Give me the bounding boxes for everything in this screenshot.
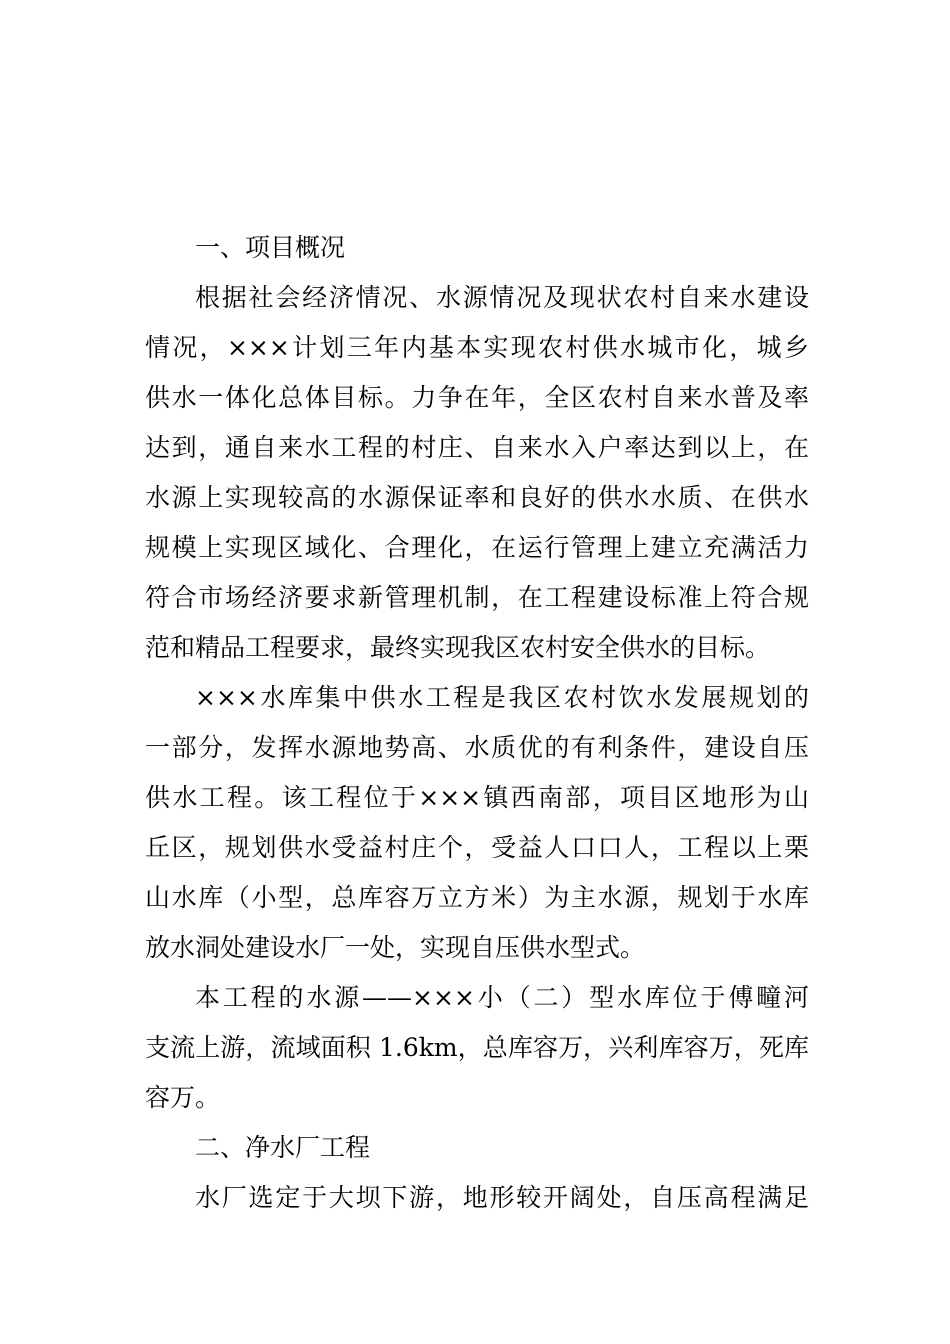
section-heading: 二、净水厂工程 (195, 1133, 371, 1162)
paragraph-line: 放水洞处建设水厂一处，实现自压供水型式。 (145, 933, 646, 962)
paragraph-line: 达到，通自来水工程的村庄、自来水入户率达到以上，在 (145, 433, 809, 462)
paragraph-line: 范和精品工程要求，最终实现我区农村安全供水的目标。 (145, 633, 771, 662)
paragraph-line: 本工程的水源——×××小（二）型水库位于傅疃河 (195, 983, 809, 1012)
paragraph-line: 根据社会经济情况、水源情况及现状农村自来水建设 (195, 283, 809, 312)
paragraph-line: ×××水库集中供水工程是我区农村饮水发展规划的 (195, 683, 809, 712)
paragraph-line: 符合市场经济要求新管理机制，在工程建设标准上符合规 (145, 583, 809, 612)
paragraph-line: 山水库（小型，总库容万立方米）为主水源，规划于水库 (145, 883, 809, 912)
paragraph-line: 规模上实现区域化、合理化，在运行管理上建立充满活力 (145, 533, 809, 562)
paragraph-line: 水源上实现较高的水源保证率和良好的供水水质、在供水 (145, 483, 809, 512)
paragraph-line: 一部分，发挥水源地势高、水质优的有利条件，建设自压 (145, 733, 809, 762)
document-body (145, 223, 809, 1223)
paragraph-line: 水厂选定于大坝下游，地形较开阔处，自压高程满足 (195, 1183, 809, 1212)
paragraph-line: 支流上游，流域面积 1.6km，总库容万，兴利库容万，死库 (145, 1033, 809, 1062)
paragraph-line: 容万。 (145, 1083, 221, 1112)
paragraph-line: 供水一体化总体目标。力争在年，全区农村自来水普及率 (145, 383, 809, 412)
paragraph-line: 供水工程。该工程位于×××镇西南部，项目区地形为山 (145, 783, 809, 812)
section-heading: 一、项目概况 (195, 233, 346, 262)
paragraph-line: 情况，×××计划三年内基本实现农村供水城市化，城乡 (145, 333, 809, 362)
paragraph-line: 丘区，规划供水受益村庄个，受益人口口人，工程以上栗 (145, 833, 809, 862)
